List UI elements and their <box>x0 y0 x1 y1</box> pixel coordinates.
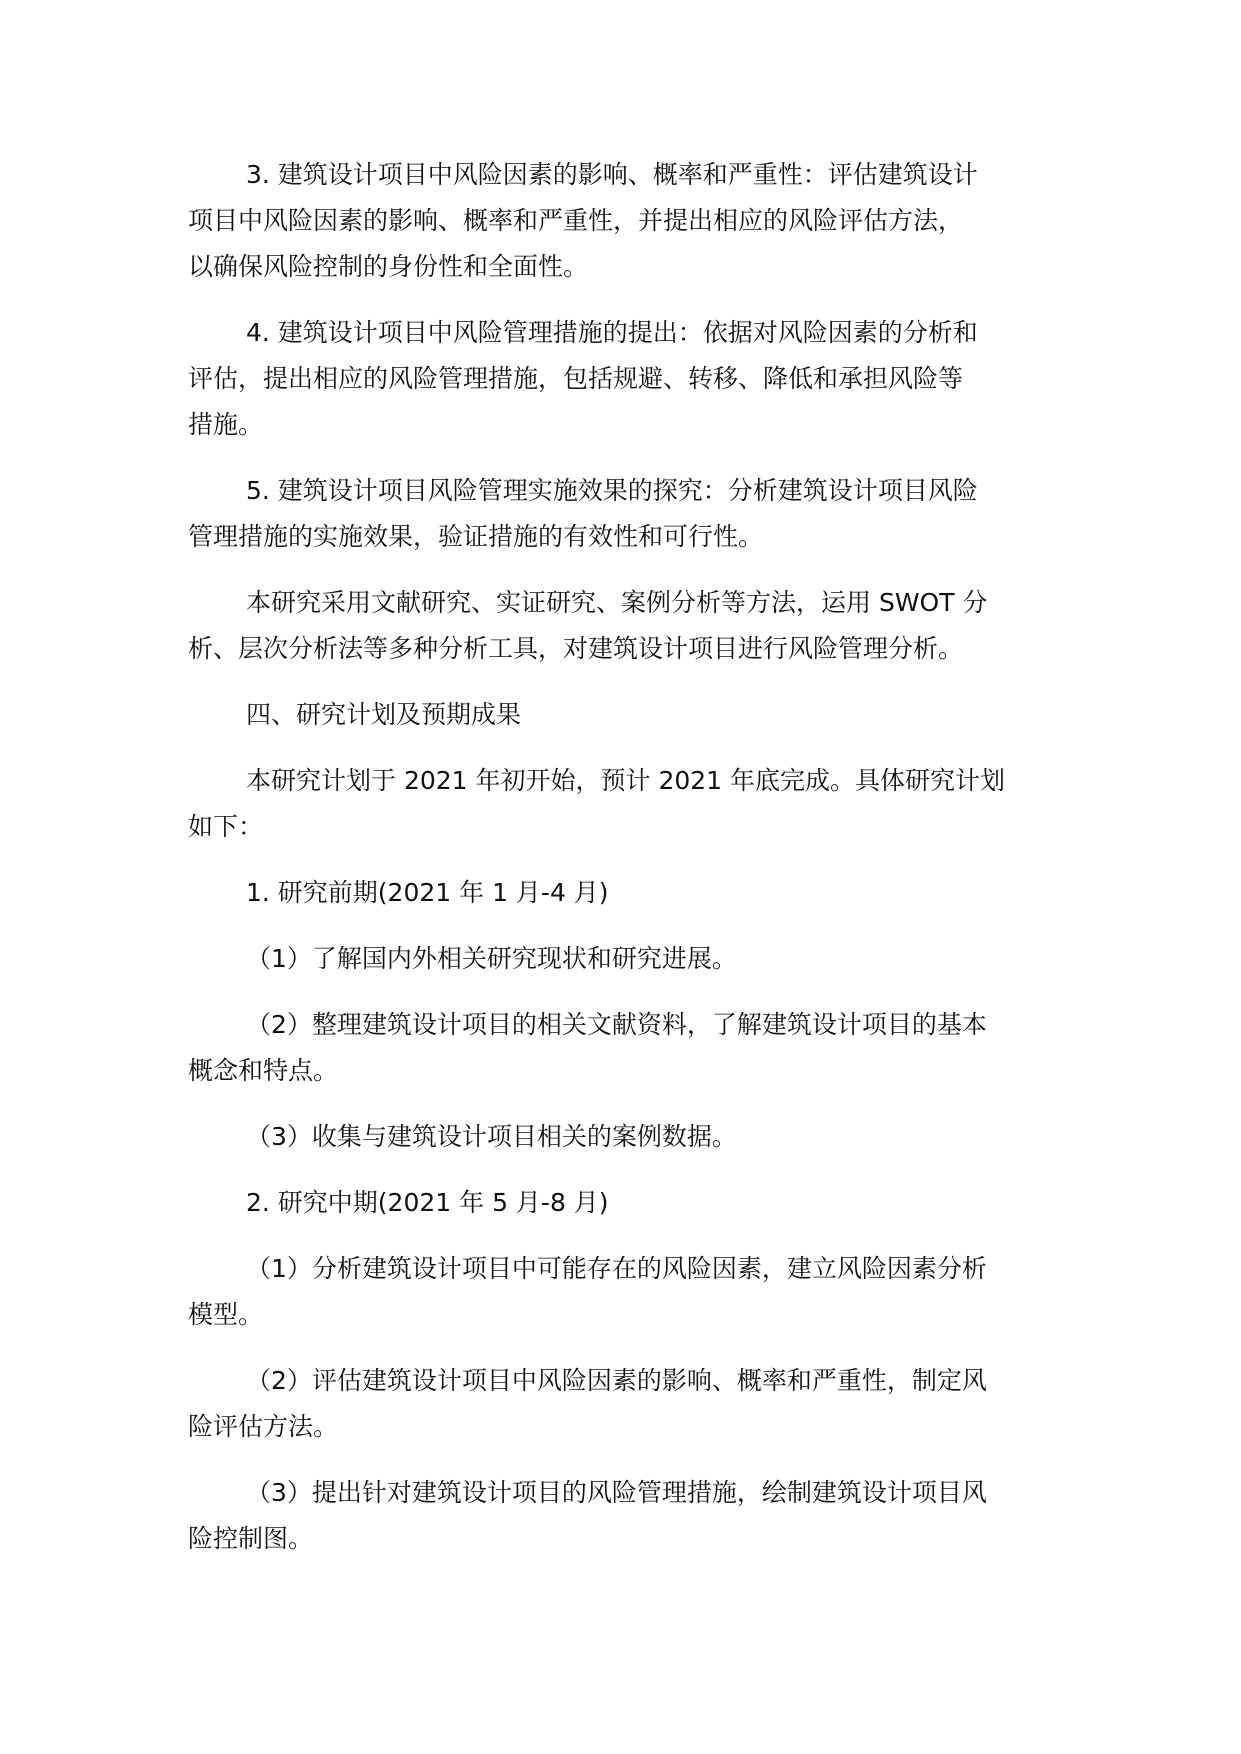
paragraph-item-5 <box>188 468 1058 560</box>
text-line: （1）了解国内外相关研究现状和研究进展。 <box>246 944 737 973</box>
text-line: 本研究采用文献研究、实证研究、案例分析等方法，运用 SWOT 分 <box>246 588 988 617</box>
paragraph-methods <box>188 580 1058 672</box>
list-item <box>188 1470 1058 1562</box>
text-line: 5. 建筑设计项目风险管理实施效果的探究：分析建筑设计项目风险 <box>246 476 978 505</box>
phase-heading <box>188 1180 1058 1226</box>
document-body <box>188 152 1058 1582</box>
text-line: 析、层次分析法等多种分析工具，对建筑设计项目进行风险管理分析。 <box>188 634 964 663</box>
section-heading <box>188 692 1058 738</box>
text-line: 管理措施的实施效果，验证措施的有效性和可行性。 <box>188 522 764 551</box>
text-line: （3）提出针对建筑设计项目的风险管理措施，绘制建筑设计项目风 <box>246 1478 987 1507</box>
text-line: 措施。 <box>188 410 264 439</box>
list-item <box>188 1002 1058 1094</box>
list-item <box>188 936 1058 982</box>
paragraph-item-3 <box>188 152 1058 290</box>
text-line: 3. 建筑设计项目中风险因素的影响、概率和严重性：评估建筑设计 <box>246 160 978 189</box>
text-line: 项目中风险因素的影响、概率和严重性，并提出相应的风险评估方法， <box>188 206 964 235</box>
text-line: 评估，提出相应的风险管理措施，包括规避、转移、降低和承担风险等 <box>188 364 964 393</box>
text-line: 4. 建筑设计项目中风险管理措施的提出：依据对风险因素的分析和 <box>246 318 978 347</box>
phase-heading <box>188 870 1058 916</box>
text-line: 四、研究计划及预期成果 <box>246 700 522 729</box>
text-line: 如下： <box>188 812 264 841</box>
list-item <box>188 1114 1058 1160</box>
text-line: 以确保风险控制的身份性和全面性。 <box>188 252 589 281</box>
text-line: 2. 研究中期(2021 年 5 月-8 月) <box>246 1188 609 1217</box>
text-line: （2）评估建筑设计项目中风险因素的影响、概率和严重性，制定风 <box>246 1366 987 1395</box>
text-line: 险控制图。 <box>188 1524 314 1553</box>
text-line: 1. 研究前期(2021 年 1 月-4 月) <box>246 878 609 907</box>
text-line: （3）收集与建筑设计项目相关的案例数据。 <box>246 1122 737 1151</box>
text-line: （2）整理建筑设计项目的相关文献资料，了解建筑设计项目的基本 <box>246 1010 987 1039</box>
text-line: 模型。 <box>188 1300 264 1329</box>
text-line: 本研究计划于 2021 年初开始，预计 2021 年底完成。具体研究计划 <box>246 766 1006 795</box>
list-item <box>188 1246 1058 1338</box>
text-line: （1）分析建筑设计项目中可能存在的风险因素，建立风险因素分析 <box>246 1254 987 1283</box>
paragraph-plan-intro <box>188 758 1058 850</box>
text-line: 概念和特点。 <box>188 1056 339 1085</box>
list-item <box>188 1358 1058 1450</box>
paragraph-item-4 <box>188 310 1058 448</box>
text-line: 险评估方法。 <box>188 1412 339 1441</box>
